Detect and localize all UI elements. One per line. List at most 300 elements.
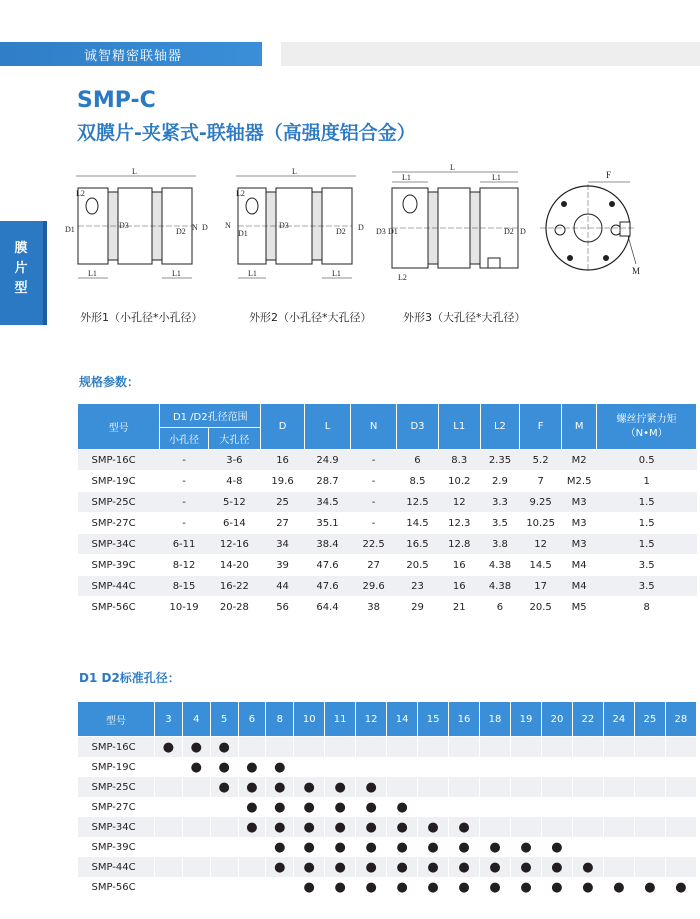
spec-cell: 12.8 — [438, 534, 480, 555]
bore-row — [78, 857, 697, 877]
side-category-tab — [0, 221, 47, 325]
dim-label-D1: D1 — [388, 227, 398, 236]
spec-cell: 19.6 — [261, 471, 305, 492]
bore-cell: ● — [238, 777, 266, 797]
spec-cell: 7 — [520, 471, 562, 492]
bore-cell: ● — [266, 857, 294, 877]
dim-label-L: L — [292, 167, 297, 176]
spec-cell: 16.5 — [397, 534, 439, 555]
bore-section-label: D1 D2标准孔径： — [79, 671, 180, 685]
spec-cell: 21 — [438, 597, 480, 618]
caption-shape3: 外形3（大孔径*大孔径） — [403, 311, 526, 324]
bore-cell — [541, 797, 572, 817]
bore-header-size: 10 — [294, 702, 325, 737]
spec-cell: 44 — [261, 576, 305, 597]
bore-cell — [325, 757, 356, 777]
spec-cell-model: SMP-56C — [78, 597, 160, 618]
header-bar — [0, 42, 262, 66]
product-model-title: SMP-C — [77, 88, 156, 113]
bore-cell: ● — [325, 837, 356, 857]
dim-label-D: D — [202, 223, 208, 232]
spec-cell: 39 — [261, 555, 305, 576]
bore-cell — [511, 737, 542, 758]
bore-cell — [210, 817, 238, 837]
dim-label-L1-left: L1 — [248, 269, 257, 278]
bore-cell-model: SMP-44C — [78, 857, 155, 877]
spec-cell: - — [351, 471, 397, 492]
dim-label-L: L — [450, 163, 455, 172]
dim-label-D1: D1 — [65, 225, 75, 234]
bore-header-size: 15 — [418, 702, 449, 737]
spec-header-large-bore: 大孔径 — [208, 428, 260, 450]
bore-cell — [182, 857, 210, 877]
bore-cell-model: SMP-19C — [78, 757, 155, 777]
spec-row — [78, 555, 697, 576]
bore-cell — [634, 777, 665, 797]
spec-cell: 14.5 — [520, 555, 562, 576]
bore-cell-model: SMP-25C — [78, 777, 155, 797]
spec-cell: 16-22 — [208, 576, 260, 597]
bore-cell — [572, 837, 603, 857]
bore-cell — [603, 837, 634, 857]
bore-header-size: 19 — [511, 702, 542, 737]
bore-cell — [665, 797, 696, 817]
bore-cell: ● — [356, 877, 387, 897]
spec-cell: 35.1 — [305, 513, 351, 534]
bore-cell — [665, 817, 696, 837]
spec-header-bore-range: D1 /D2孔径范围 — [160, 404, 261, 428]
bore-cell: ● — [356, 777, 387, 797]
bore-cell — [182, 797, 210, 817]
spec-cell: 2.35 — [480, 450, 520, 471]
bore-row — [78, 837, 697, 857]
bore-cell: ● — [480, 877, 511, 897]
spec-cell-model: SMP-25C — [78, 492, 160, 513]
bore-cell — [294, 737, 325, 758]
bore-cell — [155, 797, 183, 817]
spec-cell: 24.9 — [305, 450, 351, 471]
bore-cell — [238, 857, 266, 877]
spec-cell: 22.5 — [351, 534, 397, 555]
bore-cell: ● — [356, 837, 387, 857]
bore-header-size: 8 — [266, 702, 294, 737]
bore-cell — [480, 777, 511, 797]
spec-header-f: F — [520, 404, 562, 450]
bore-cell: ● — [294, 777, 325, 797]
bore-cell — [356, 737, 387, 758]
bore-cell — [418, 757, 449, 777]
bore-header-size: 14 — [387, 702, 418, 737]
bore-cell: ● — [325, 817, 356, 837]
bore-cell — [603, 757, 634, 777]
spec-cell: 5.2 — [520, 450, 562, 471]
spec-cell: 4-8 — [208, 471, 260, 492]
brand-name: 诚智精密联轴器 — [84, 49, 183, 64]
spec-cell: 12 — [438, 492, 480, 513]
spec-cell: 56 — [261, 597, 305, 618]
bore-cell: ● — [238, 817, 266, 837]
bore-cell: ● — [387, 857, 418, 877]
spec-cell: 10-19 — [160, 597, 208, 618]
spec-header-d: D — [261, 404, 305, 450]
bore-cell: ● — [294, 877, 325, 897]
bore-cell — [418, 797, 449, 817]
bore-cell — [155, 837, 183, 857]
bore-cell — [182, 877, 210, 897]
bore-cell — [665, 757, 696, 777]
spec-cell: 10.2 — [438, 471, 480, 492]
bore-cell-model: SMP-34C — [78, 817, 155, 837]
bore-cell — [572, 777, 603, 797]
spec-cell: 27 — [261, 513, 305, 534]
dim-label-D2: D2 — [504, 227, 514, 236]
spec-cell: 1 — [597, 471, 697, 492]
bore-cell — [541, 757, 572, 777]
bore-cell: ● — [541, 857, 572, 877]
spec-row — [78, 450, 697, 471]
bore-cell: ● — [266, 837, 294, 857]
bore-cell: ● — [511, 877, 542, 897]
bore-header-size: 18 — [480, 702, 511, 737]
spec-row — [78, 492, 697, 513]
bore-header-size: 5 — [210, 702, 238, 737]
dim-label-L1-right: L1 — [492, 173, 501, 182]
spec-cell: M4 — [562, 555, 597, 576]
spec-cell: 8-15 — [160, 576, 208, 597]
spec-cell: M5 — [562, 597, 597, 618]
bore-cell-model: SMP-16C — [78, 737, 155, 758]
spec-cell: 25 — [261, 492, 305, 513]
spec-cell: 1.5 — [597, 492, 697, 513]
bore-header-model: 型号 — [78, 702, 155, 737]
bore-cell: ● — [294, 857, 325, 877]
bore-cell-model: SMP-39C — [78, 837, 155, 857]
bore-cell — [665, 857, 696, 877]
bore-cell — [387, 757, 418, 777]
spec-row — [78, 471, 697, 492]
bore-cell — [449, 797, 480, 817]
bore-cell: ● — [541, 837, 572, 857]
spec-cell: - — [160, 513, 208, 534]
bore-cell — [210, 857, 238, 877]
dim-label-D: D — [358, 223, 364, 232]
dim-label-D2: D2 — [176, 227, 186, 236]
bore-cell: ● — [238, 757, 266, 777]
bore-header-size: 4 — [182, 702, 210, 737]
bore-cell: ● — [449, 877, 480, 897]
bore-table — [77, 701, 697, 897]
bore-cell — [603, 817, 634, 837]
bore-cell: ● — [210, 777, 238, 797]
bore-cell — [266, 877, 294, 897]
bore-cell: ● — [634, 877, 665, 897]
spec-cell-model: SMP-34C — [78, 534, 160, 555]
drawing-shape2 — [222, 166, 372, 296]
spec-cell: 10.25 — [520, 513, 562, 534]
spec-cell: 14-20 — [208, 555, 260, 576]
spec-cell: 16 — [261, 450, 305, 471]
bore-cell — [572, 817, 603, 837]
bore-cell — [572, 797, 603, 817]
bore-header-size: 12 — [356, 702, 387, 737]
bore-cell: ● — [266, 757, 294, 777]
spec-cell: 20.5 — [520, 597, 562, 618]
bore-cell: ● — [449, 857, 480, 877]
bore-cell: ● — [155, 737, 183, 758]
bore-cell: ● — [387, 837, 418, 857]
spec-cell: 38 — [351, 597, 397, 618]
spec-section-label: 规格参数： — [79, 375, 140, 389]
spec-cell: 9.25 — [520, 492, 562, 513]
bore-table-body — [78, 737, 697, 898]
bore-cell — [238, 737, 266, 758]
bore-cell: ● — [418, 817, 449, 837]
bore-cell: ● — [572, 857, 603, 877]
bore-cell: ● — [418, 837, 449, 857]
bore-cell — [572, 757, 603, 777]
spec-cell: 38.4 — [305, 534, 351, 555]
spec-cell: 6-14 — [208, 513, 260, 534]
spec-cell: 3.5 — [480, 513, 520, 534]
spec-cell: 28.7 — [305, 471, 351, 492]
spec-header-model: 型号 — [78, 404, 160, 450]
bore-header-size: 24 — [603, 702, 634, 737]
bore-cell — [238, 877, 266, 897]
spec-cell: 64.4 — [305, 597, 351, 618]
bore-cell: ● — [294, 817, 325, 837]
spec-cell: 29 — [397, 597, 439, 618]
spec-cell-model: SMP-27C — [78, 513, 160, 534]
spec-cell: 20-28 — [208, 597, 260, 618]
bore-row — [78, 797, 697, 817]
spec-cell-model: SMP-44C — [78, 576, 160, 597]
bore-cell — [325, 737, 356, 758]
bore-header-size: 11 — [325, 702, 356, 737]
bore-cell: ● — [210, 757, 238, 777]
spec-cell: 8.3 — [438, 450, 480, 471]
bore-cell: ● — [266, 817, 294, 837]
spec-cell: 3.5 — [597, 555, 697, 576]
bore-cell — [210, 837, 238, 857]
dim-label-D3: D3 — [376, 227, 386, 236]
spec-table — [77, 403, 697, 618]
spec-cell: 29.6 — [351, 576, 397, 597]
spec-cell: 12-16 — [208, 534, 260, 555]
spec-cell: 1.5 — [597, 534, 697, 555]
dim-label-N: N — [192, 223, 198, 232]
bore-cell — [182, 777, 210, 797]
bore-cell — [511, 817, 542, 837]
spec-row — [78, 534, 697, 555]
bore-cell — [511, 777, 542, 797]
spec-row — [78, 513, 697, 534]
dim-label-L: L — [132, 167, 137, 176]
bore-cell: ● — [511, 837, 542, 857]
spec-cell: 12.5 — [397, 492, 439, 513]
bore-cell — [155, 877, 183, 897]
bore-cell: ● — [572, 877, 603, 897]
spec-cell: - — [160, 450, 208, 471]
bore-cell — [634, 857, 665, 877]
bore-cell: ● — [387, 817, 418, 837]
drawing-shape1 — [62, 166, 212, 296]
bore-header-size: 25 — [634, 702, 665, 737]
dim-label-L2: L2 — [236, 189, 245, 198]
bore-cell — [603, 737, 634, 758]
bore-cell — [634, 757, 665, 777]
bore-cell: ● — [325, 857, 356, 877]
bore-header-size: 3 — [155, 702, 183, 737]
bore-cell — [480, 817, 511, 837]
dim-label-L1-right: L1 — [332, 269, 341, 278]
bore-cell — [634, 817, 665, 837]
spec-header-l2: L2 — [480, 404, 520, 450]
spec-cell: 5-12 — [208, 492, 260, 513]
spec-cell: M3 — [562, 534, 597, 555]
bore-cell-model: SMP-27C — [78, 797, 155, 817]
spec-header-small-bore: 小孔径 — [160, 428, 208, 450]
bore-cell: ● — [418, 877, 449, 897]
bore-cell — [210, 797, 238, 817]
spec-header-n: N — [351, 404, 397, 450]
spec-header-l1: L1 — [438, 404, 480, 450]
bore-cell: ● — [356, 857, 387, 877]
spec-cell: M3 — [562, 492, 597, 513]
spec-cell: 14.5 — [397, 513, 439, 534]
bore-cell: ● — [325, 777, 356, 797]
spec-header-d3: D3 — [397, 404, 439, 450]
dim-label-L2: L2 — [398, 273, 407, 282]
bore-cell — [418, 737, 449, 758]
spec-cell: 34 — [261, 534, 305, 555]
spec-cell: M2.5 — [562, 471, 597, 492]
bore-cell — [665, 837, 696, 857]
bore-cell — [634, 797, 665, 817]
spec-cell: 3-6 — [208, 450, 260, 471]
bore-cell — [155, 757, 183, 777]
bore-header-size: 16 — [449, 702, 480, 737]
spec-cell: 16 — [438, 576, 480, 597]
spec-cell: 2.9 — [480, 471, 520, 492]
bore-row — [78, 777, 697, 797]
dim-label-L1-left: L1 — [402, 173, 411, 182]
bore-row — [78, 817, 697, 837]
bore-cell — [449, 777, 480, 797]
spec-cell: 27 — [351, 555, 397, 576]
drawing-end-view — [540, 164, 650, 284]
bore-table-header — [78, 702, 697, 737]
dim-label-D1: D1 — [238, 229, 248, 238]
spec-cell: 8.5 — [397, 471, 439, 492]
bore-cell — [182, 817, 210, 837]
bore-cell — [387, 777, 418, 797]
bore-cell — [294, 757, 325, 777]
bore-cell — [418, 777, 449, 797]
spec-cell: 20.5 — [397, 555, 439, 576]
spec-cell: 8-12 — [160, 555, 208, 576]
bore-cell — [511, 757, 542, 777]
spec-cell: 6-11 — [160, 534, 208, 555]
bore-cell — [238, 837, 266, 857]
dim-label-D3: D3 — [119, 221, 129, 230]
bore-cell: ● — [210, 737, 238, 758]
bore-cell: ● — [665, 877, 696, 897]
spec-cell: M3 — [562, 513, 597, 534]
bore-cell: ● — [325, 797, 356, 817]
bore-cell — [480, 797, 511, 817]
bore-row — [78, 737, 697, 758]
bore-cell — [634, 737, 665, 758]
spec-table-body — [78, 450, 697, 618]
spec-cell-model: SMP-16C — [78, 450, 160, 471]
caption-shape2: 外形2（小孔径*大孔径） — [249, 311, 372, 324]
spec-cell: 4.38 — [480, 576, 520, 597]
bore-cell-model: SMP-56C — [78, 877, 155, 897]
bore-cell: ● — [294, 797, 325, 817]
bore-cell: ● — [480, 837, 511, 857]
dim-label-L1-right: L1 — [172, 269, 181, 278]
bore-row — [78, 757, 697, 777]
bore-cell — [541, 737, 572, 758]
spec-cell: 0.5 — [597, 450, 697, 471]
spec-header-l: L — [305, 404, 351, 450]
spec-cell: 1.5 — [597, 513, 697, 534]
bore-cell — [480, 737, 511, 758]
spec-cell: 23 — [397, 576, 439, 597]
bore-cell — [155, 857, 183, 877]
bore-header-size: 22 — [572, 702, 603, 737]
bore-cell: ● — [266, 797, 294, 817]
bore-cell — [603, 857, 634, 877]
spec-cell: - — [160, 492, 208, 513]
dim-label-L2: L2 — [76, 189, 85, 198]
spec-header-m: M — [562, 404, 597, 450]
spec-cell: 8 — [597, 597, 697, 618]
spec-cell: 47.6 — [305, 555, 351, 576]
bore-cell: ● — [325, 877, 356, 897]
bore-cell — [541, 817, 572, 837]
spec-cell: M4 — [562, 576, 597, 597]
bore-cell — [665, 737, 696, 758]
bore-cell: ● — [603, 877, 634, 897]
dim-label-N: N — [225, 221, 231, 230]
spec-cell-model: SMP-19C — [78, 471, 160, 492]
spec-header-torque: 螺丝拧紧力矩（N•M） — [597, 404, 697, 450]
bore-cell — [155, 777, 183, 797]
bore-cell: ● — [387, 797, 418, 817]
spec-row — [78, 597, 697, 618]
product-subtitle: 双膜片-夹紧式-联轴器（高强度铝合金） — [77, 122, 416, 144]
side-tab-label: 膜片型 — [14, 241, 28, 296]
bore-cell — [665, 777, 696, 797]
bore-cell: ● — [182, 737, 210, 758]
spec-cell: 12.3 — [438, 513, 480, 534]
bore-cell: ● — [418, 857, 449, 877]
bore-cell: ● — [356, 817, 387, 837]
spec-cell: - — [351, 492, 397, 513]
bore-cell — [511, 797, 542, 817]
spec-row — [78, 576, 697, 597]
bore-cell — [155, 817, 183, 837]
dim-label-L1-left: L1 — [88, 269, 97, 278]
dim-label-M: M — [632, 266, 641, 276]
bore-row — [78, 877, 697, 897]
spec-cell: - — [351, 450, 397, 471]
drawing-shape3 — [372, 160, 530, 290]
bore-cell — [634, 837, 665, 857]
bore-cell: ● — [480, 857, 511, 877]
spec-cell: 4.38 — [480, 555, 520, 576]
